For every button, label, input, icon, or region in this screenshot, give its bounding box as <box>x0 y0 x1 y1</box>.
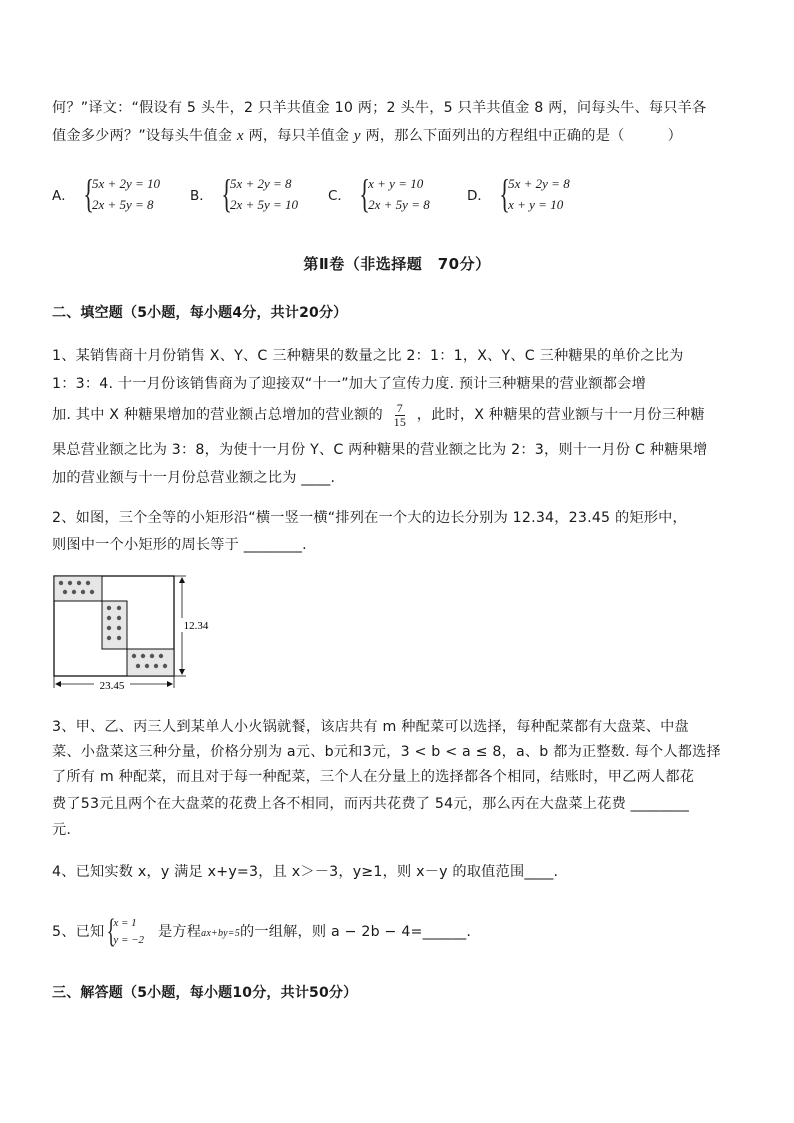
prev-question-line-1: 何？”译文：“假设有 5 头牛，2 只羊共值金 10 两；2 头牛，5 只羊共值金 8 两，问每头牛、每只羊各 <box>52 100 707 116</box>
q5-equation: ax+by=5 <box>201 928 240 939</box>
q3-line-2: 菜、小盘菜这三种分量，价格分别为 a元、b元和3元，3 < b < a ≤ 8，a、b 都为正整数. 每个人都选择 <box>52 744 721 760</box>
brace-icon: { <box>499 171 510 216</box>
option-a-label: A． <box>52 188 75 204</box>
q3-line-3: 了所有 m 种配菜，而且对于每一种配菜，三个人在分量上的选择都各个相同，结账时，甲乙两人都花 <box>52 769 695 785</box>
q1-line-3b: ，此时，X 种糖果的营业额与十一月份三种糖 <box>416 407 705 423</box>
option-c <box>328 172 430 216</box>
option-b-system <box>230 173 298 215</box>
option-d-eq1: 5x + 2y = 8 <box>508 176 570 191</box>
brace-icon: { <box>359 171 370 216</box>
q5-prefix: 5、已知 <box>52 924 105 940</box>
option-c-system <box>368 173 430 215</box>
prev-q-text-a: 值金多少两？”设每头牛值金 <box>52 128 237 144</box>
option-c-eq1: x + y = 10 <box>368 176 424 191</box>
prev-question-line-2 <box>52 126 682 146</box>
q1-line-4: 果总营业额之比为 3：8，为使十一月份 Y、C 两种糖果的营业额之比为 2：3，则十一月份 C 种糖果增 <box>52 442 708 458</box>
option-b-eq2: 2x + 5y = 10 <box>229 197 299 212</box>
q1-line-2: 1：3：4. 十一月份该销售商为了迎接双“十一”加大了宣传力度. 预计三种糖果的营业额都会增 <box>52 376 646 392</box>
fraction-numerator: 7 <box>396 400 403 415</box>
option-d <box>467 172 570 216</box>
brace-icon: { <box>106 913 116 950</box>
option-a-system <box>92 173 160 215</box>
section3-heading: 三、解答题（5小题，每小题10分，共计50分） <box>52 985 358 1001</box>
q1-line-5: 加的营业额与十一月份总营业额之比为 ____. <box>52 470 336 486</box>
option-b <box>190 172 298 216</box>
option-d-label: D． <box>467 188 491 204</box>
option-a-eq2: 2x + 5y = 8 <box>91 197 154 212</box>
q1-line-1: 1、某销售商十月份销售 X、Y、C 三种糖果的数量之比 2：1：1，X、Y、C 三种糖果的单价之比为 <box>52 348 684 364</box>
q5-suffix: 的一组解，则 a − 2b − 4=______. <box>239 924 472 940</box>
prev-q-text-c: 两，那么下面列出的方程组中正确的是（ ） <box>360 128 683 144</box>
var-x: x <box>236 128 244 144</box>
q5-system <box>103 912 144 952</box>
height-label: 12.34 <box>183 620 209 632</box>
q1-line-3a: 加. 其中 X 种糖果增加的营业额占总增加的营业额的 <box>52 407 383 423</box>
brace-icon: { <box>221 171 232 216</box>
option-b-label: B． <box>190 188 213 204</box>
fraction-7-15 <box>394 402 406 429</box>
small-rectangle-bottom <box>127 649 174 676</box>
q2-line-1: 2、如图，三个全等的小矩形沿“横一竖一横“排列在一个大的边长分别为 12.34，23.45 的矩形中， <box>52 510 687 526</box>
small-rectangle-top <box>54 576 102 601</box>
option-a-eq1: 5x + 2y = 10 <box>91 176 161 191</box>
option-d-eq2: x + y = 10 <box>508 197 564 212</box>
option-c-eq2: 2x + 5y = 8 <box>368 197 430 212</box>
q2-line-2: 则图中一个小矩形的周长等于 ________. <box>52 537 307 553</box>
q3-line-5: 元. <box>52 822 72 838</box>
q3-line-1: 3、甲、乙、丙三人到某单人小火锅就餐，该店共有 m 种配菜可以选择，每种配菜都有大盘菜、中盘 <box>52 719 689 735</box>
option-c-label: C． <box>328 188 351 204</box>
q5-rest <box>158 922 471 944</box>
fraction-denominator: 15 <box>393 414 407 429</box>
q1-line-3 <box>52 400 705 430</box>
width-label: 23.45 <box>99 680 125 692</box>
rectangle-diagram <box>48 570 218 695</box>
option-d-system <box>508 173 570 215</box>
section2-heading: 二、填空题（5小题，每小题4分，共计20分） <box>52 305 348 321</box>
q5-eq2: y = −2 <box>113 934 145 946</box>
option-a <box>52 172 160 216</box>
q5-eq1: x = 1 <box>113 917 137 929</box>
small-rectangle-middle <box>102 601 127 649</box>
prev-q-text-b: 两，每只羊值金 <box>243 128 354 144</box>
q3-line-4: 费了53元且两个在大盘菜的花费上各不相同，而丙共花费了 54元，那么丙在大盘菜上花费 ________ <box>52 796 690 812</box>
part2-title: 第Ⅱ卷（非选择题 70分） <box>303 255 491 273</box>
brace-icon: { <box>83 171 94 216</box>
option-b-eq1: 5x + 2y = 8 <box>229 176 292 191</box>
q5-mid: 是方程 <box>158 924 202 940</box>
var-y: y <box>353 128 361 144</box>
q4-line: 4、已知实数 x，y 满足 x+y=3，且 x＞－3，y≥1，则 x－y 的取值范围____. <box>52 864 559 880</box>
q5-system-eqs <box>113 915 144 949</box>
